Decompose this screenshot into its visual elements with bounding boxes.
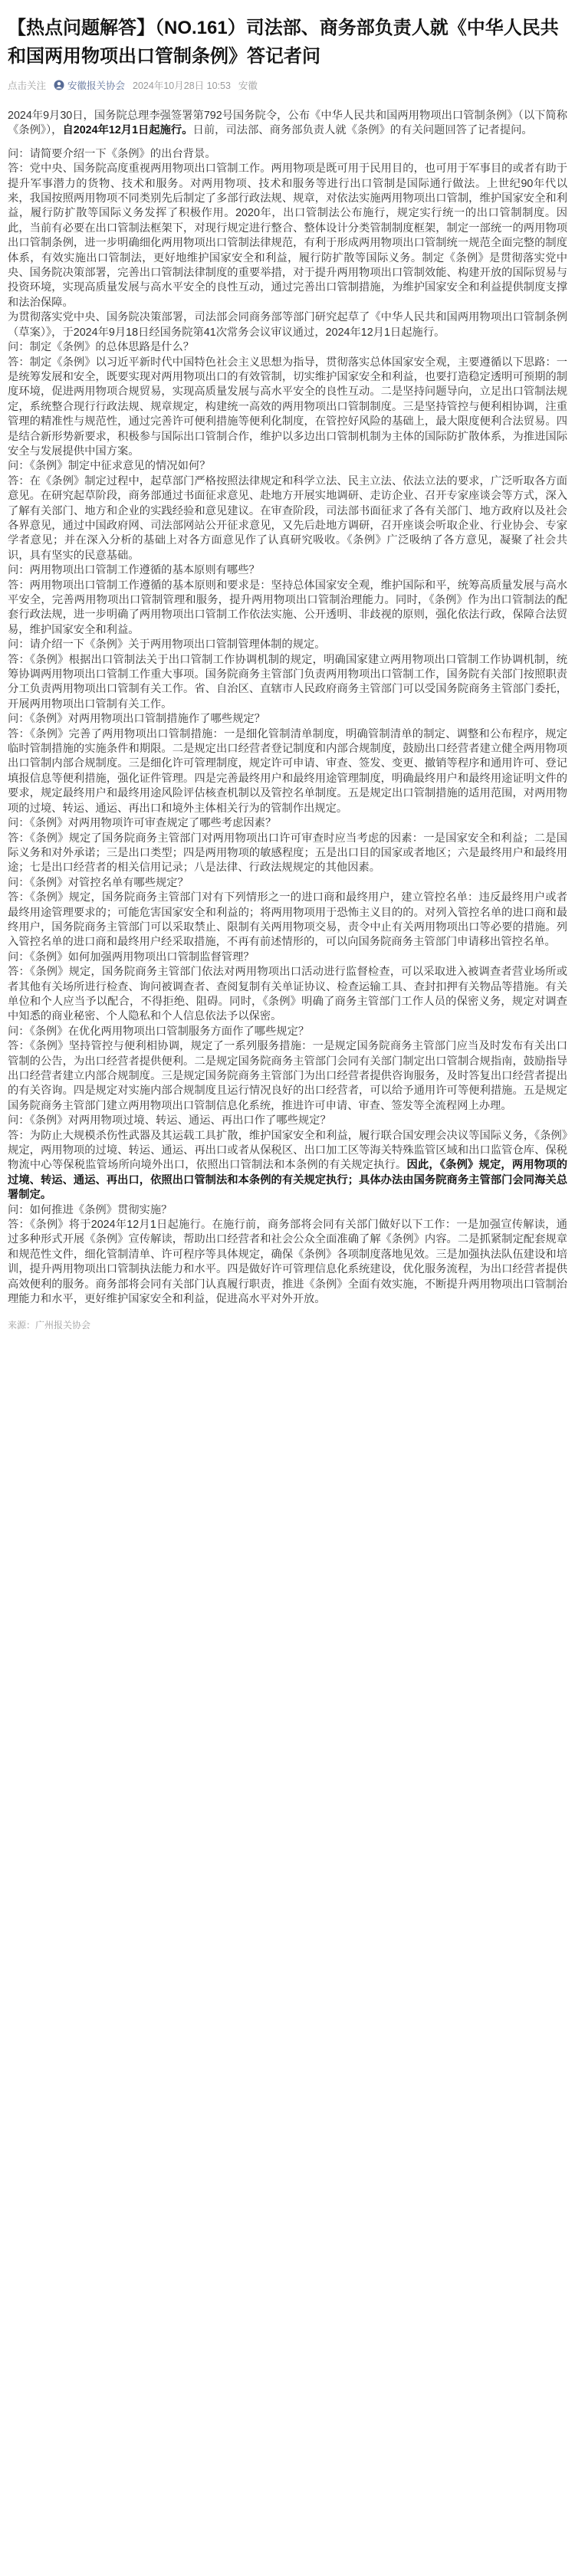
intro-text: 2024年9月30日，国务院总理李强签署第792号国务院令，公布《中华人民共和国两用物项出口管制条例》（以下简称《条例》）， (8, 110, 568, 137)
article-meta (8, 78, 567, 92)
answer: 答：《条例》完善了两用物项出口管制措施：一是细化管制清单制度，明确管制清单的制定、调整和公布程序，规定临时管制措施的实施条件和期限。二是规定出口经营者登记制度和内部合规制度，鼓励出口经营者建立健全两用物项出口管制内部合规制度。三是细化许可管理制度，规定许可申请、审查、签发、变更、撤销等程序和通用许可、登记填报信息等便利措施，强化证件管理。四是完善最终用户和最终用途管理制度，明确最终用户和最终用途证明文件的要求，规定最终用户和最终用途风险评估核查机制以及管控名单制度。五是规定出口管制措施的适用范围，对两用物项的过境、转运、通运、再出口和境外主体相关行为的管制作出规定。 (8, 727, 567, 815)
account-name[interactable]: 安徽报关协会 (67, 80, 126, 91)
answer: 为贯彻落实党中央、国务院决策部署，司法部会同商务部等部门研究起草了《中华人民共和国两用物项出口管制条例（草案）》，于2024年9月18日经国务院第41次常务会议审议通过，2024年12月1日起施行。 (8, 311, 567, 339)
question: 问：《条例》如何加强两用物项出口管制监督管理？ (8, 950, 255, 963)
question: 问：《条例》对两用物项出口管制措施作了哪些规定？ (8, 713, 265, 726)
question: 问：《条例》制定中征求意见的情况如何？ (8, 460, 211, 473)
article-title: 【热点问题解答】（NO.161）司法部、商务部负责人就《中华人民共和国两用物项出口管制条例》答记者问 (8, 18, 559, 67)
effective-date-highlight: 自2024年12月1日起施行。 (62, 124, 193, 137)
answer-highlight: 因此，《条例》规定，两用物项的过境、转运、通运、再出口，依照出口管制法和本条例的有关规定执行；具体办法由国务院商务主管部门会同海关总署制定。 (8, 1159, 567, 1202)
question: 问：《条例》对两用物项过境、转运、通运、再出口作了哪些规定？ (8, 1114, 331, 1127)
answer: 答：制定《条例》以习近平新时代中国特色社会主义思想为指导，贯彻落实总体国家安全观，主要遵循以下思路：一是统筹发展和安全，既要实现对两用物项出口的有效管制，切实维护国家安全和利益，也要打造稳定透明可预期的制度环境，促进两用物项合规贸易，实现高质量发展与高水平安全的良性互动。二是坚持问题导向，立足出口管制法规定，系统整合现行行政法规、规章规定，构建统一高效的两用物项出口管制制度。三是坚持管控与便利相协调，注重管理的精准性与规范性，通过完善许可便利措施等便利化制度，在管控好风险的基础上，最大限度便利合法贸易。四是结合新形势新要求，积极参与国际出口管制合作，维护以多边出口管制机制为主体的国际防扩散体系，为推进国际安全与发展提供中国方案。 (8, 356, 567, 458)
answer: 答：《条例》规定，国务院商务主管部门对有下列情形之一的进口商和最终用户，建立管控名单：违反最终用户或者最终用途管理要求的；可能危害国家安全和利益的；将两用物项用于恐怖主义目的的。对列入管控名单的进口商和最终用户，国务院商务主管部门可以采取禁止、限制有关两用物项交易，责令中止有关两用物项出口等必要的措施。列入管控名单的进口商和最终用户经采取措施，不再有前述情形的，可以向国务院商务主管部门申请移出管控名单。 (8, 891, 567, 949)
answer: 答：《条例》根据出口管制法关于出口管制工作协调机制的规定，明确国家建立两用物项出口管制工作协调机制，统筹协调两用物项出口管制工作重大事项。国务院商务主管部门负责两用物项出口管制工作，国务院有关部门按照职责分工负责两用物项出口管制有关工作。省、自治区、直辖市人民政府商务主管部门可以受国务院商务主管部门委托，开展两用物项出口管制有关工作。 (8, 653, 567, 710)
account-icon (54, 80, 64, 90)
answer: 答：《条例》将于2024年12月1日起施行。在施行前，商务部将会同有关部门做好以下工作：一是加强宣传解读，通过多种形式开展《条例》宣传解读，帮助出口经营者和社会公众全面准确了解《条例》内容。二是抓紧制定配套规章和规范性文件，细化管制清单、许可程序等具体规定，确保《条例》各项制度落地见效。三是加强执法队伍建设和培训，提升两用物项出口管制执法能力和水平。四是做好许可管理信息化系统建设，优化服务流程，为出口经营者提供高效便利的服务。商务部将会同有关部门认真履行职责，推进《条例》全面有效实施，不断提升两用物项出口管制治理能力和水平，更好维护国家安全和利益，促进高水平对外开放。 (8, 1219, 567, 1306)
answer-text: 答：为防止大规模杀伤性武器及其运载工具扩散，维护国家安全和利益，履行联合国安理会决议等国际义务，《条例》规定，两用物项的过境、转运、通运、再出口或者从保税区、出口加工区等海关特殊监管区域和出口监管仓库、保税物流中心等保税监管场所向境外出口，依照出口管制法和本条例的有关规定执行。 (8, 1129, 567, 1172)
answer: 答：《条例》规定了国务院商务主管部门对两用物项出口许可审查时应当考虑的因素：一是国家安全和利益；二是国际义务和对外承诺；三是出口类型；四是两用物项的敏感程度；五是出口目的国家或者地区；六是最终用户和最终用途；七是出口经营者的相关信用记录；八是法律、行政法规规定的其他因素。 (8, 832, 567, 875)
answer: 答：在《条例》制定过程中，起草部门严格按照法律规定和科学立法、民主立法、依法立法的要求，广泛听取各方面意见。在研究起草阶段，商务部通过书面征求意见、赴地方开展实地调研、走访企业、召开专家座谈会等方式，深入了解有关部门、地方和企业的实践经验和意见建议。在审查阶段，司法部书面征求了各有关部门、地方政府以及社会各界意见，通过中国政府网、司法部网站公开征求意见，又先后赴地方调研，召开座谈会听取企业、行业协会、专家学者意见；并在深入分析的基础上对各方面意见作了认真研究吸收。《条例》广泛吸纳了各方意见，凝聚了社会共识，具有坚实的民意基础。 (8, 474, 567, 562)
question: 问：制定《条例》的总体思路是什么？ (8, 341, 195, 354)
answer: 答：《条例》规定，国务院商务主管部门依法对两用物项出口活动进行监督检查，可以采取进入被调查者营业场所或者其他有关场所进行检查、询问被调查者、查阅复制有关单证协议、检查运输工具、查封扣押有关物品等措施。有关单位和个人应当予以配合，不得拒绝、阻碍。同时，《条例》明确了商务主管部门工作人员的保密义务，规定对调查中知悉的商业秘密、个人隐私和个人信息依法予以保密。 (8, 966, 567, 1023)
question: 问：《条例》对两用物项许可审查规定了哪些考虑因素？ (8, 817, 277, 830)
article-source: 来源：广州报关协会 (8, 1319, 91, 1331)
article-author[interactable]: 点击关注 (8, 80, 47, 91)
publish-location: 安徽 (238, 80, 258, 91)
question: 问：请介绍一下《条例》关于两用物项出口管制管理体制的规定。 (8, 638, 326, 651)
question: 问：请简要介绍一下《条例》的出台背景。 (8, 147, 216, 160)
publish-date: 2024年10月28日 10:53 (133, 80, 231, 91)
answer (8, 1129, 567, 1203)
question: 问：如何推进《条例》贯彻实施？ (8, 1203, 172, 1216)
question: 问：《条例》对管控名单有哪些规定？ (8, 876, 189, 889)
account-link[interactable] (54, 78, 125, 92)
answer: 答：两用物项出口管制工作遵循的基本原则和要求是：坚持总体国家安全观，维护国际和平，统筹高质量发展与高水平安全，完善两用物项出口管制管理和服务，提升两用物项出口管制治理能力。同时，《条例》作为出口管制法的配套行政法规，进一步明确了两用物项出口管制工作依法实施、公开透明、非歧视的原则，强化依法行政，保障合法贸易，维护国家安全和利益。 (8, 579, 567, 636)
intro-paragraph (8, 109, 567, 139)
intro-text-end: 日前，司法部、商务部负责人就《条例》的有关问题回答了记者提问。 (192, 124, 533, 137)
question: 问：《条例》在优化两用物项出口管制服务方面作了哪些规定？ (8, 1025, 310, 1038)
question: 问：两用物项出口管制工作遵循的基本原则有哪些？ (8, 564, 260, 577)
article-body (8, 109, 567, 1308)
answer: 答：《条例》坚持管控与便利相协调，规定了一系列服务措施：一是规定国务院商务主管部门应当及时发布有关出口管制的公告，为出口经营者提供便利。二是规定国务院商务主管部门会同有关部门制定出口管制合规指南，鼓励指导出口经营者建立内部合规制度。三是规定国务院商务主管部门为出口经营者提供咨询服务，及时答复出口经营者提出的有关咨询。四是规定对实施内部合规制度且运行情况良好的出口经营者，可以给予通用许可等便利措施。五是规定国务院商务主管部门建立两用物项出口管制信息化系统，推进许可申请、审查、签发等全流程网上办理。 (8, 1040, 567, 1112)
answer: 答：党中央、国务院高度重视两用物项出口管制工作。两用物项是既可用于民用目的，也可用于军事目的或者有助于提升军事潜力的货物、技术和服务。对两用物项、技术和服务等进行出口管制是国际通行做法。上世纪90年代以来，我国按照两用物项不同类别先后制定了多部行政法规、规章，对依法实施两用物项出口管制，维护国家安全和利益，履行防扩散等国际义务发挥了积极作用。2020年，出口管制法公布施行，规定实行统一的出口管制制度。因此，当前有必要在出口管制法框架下，对现行规定进行整合、整体设计分类管制制度框架，制定一部统一的两用物项出口管制条例，进一步明确细化两用物项出口管制法律规范，有利于形成两用物项出口管制统一规范全面完整的制度体系，有效实施出口管制法，更好地维护国家安全和利益，履行防扩散等国际义务。制定《条例》是贯彻落实党中央、国务院决策部署，完善出口管制法律制度的重要举措，对于提升两用物项出口管制效能、构建开放的国际贸易与投资环境，实现高质量发展与高水平安全的良性互动，通过完善出口管制措施，为维护国家安全和利益提供制度支撑和法治保障。 (8, 162, 567, 309)
